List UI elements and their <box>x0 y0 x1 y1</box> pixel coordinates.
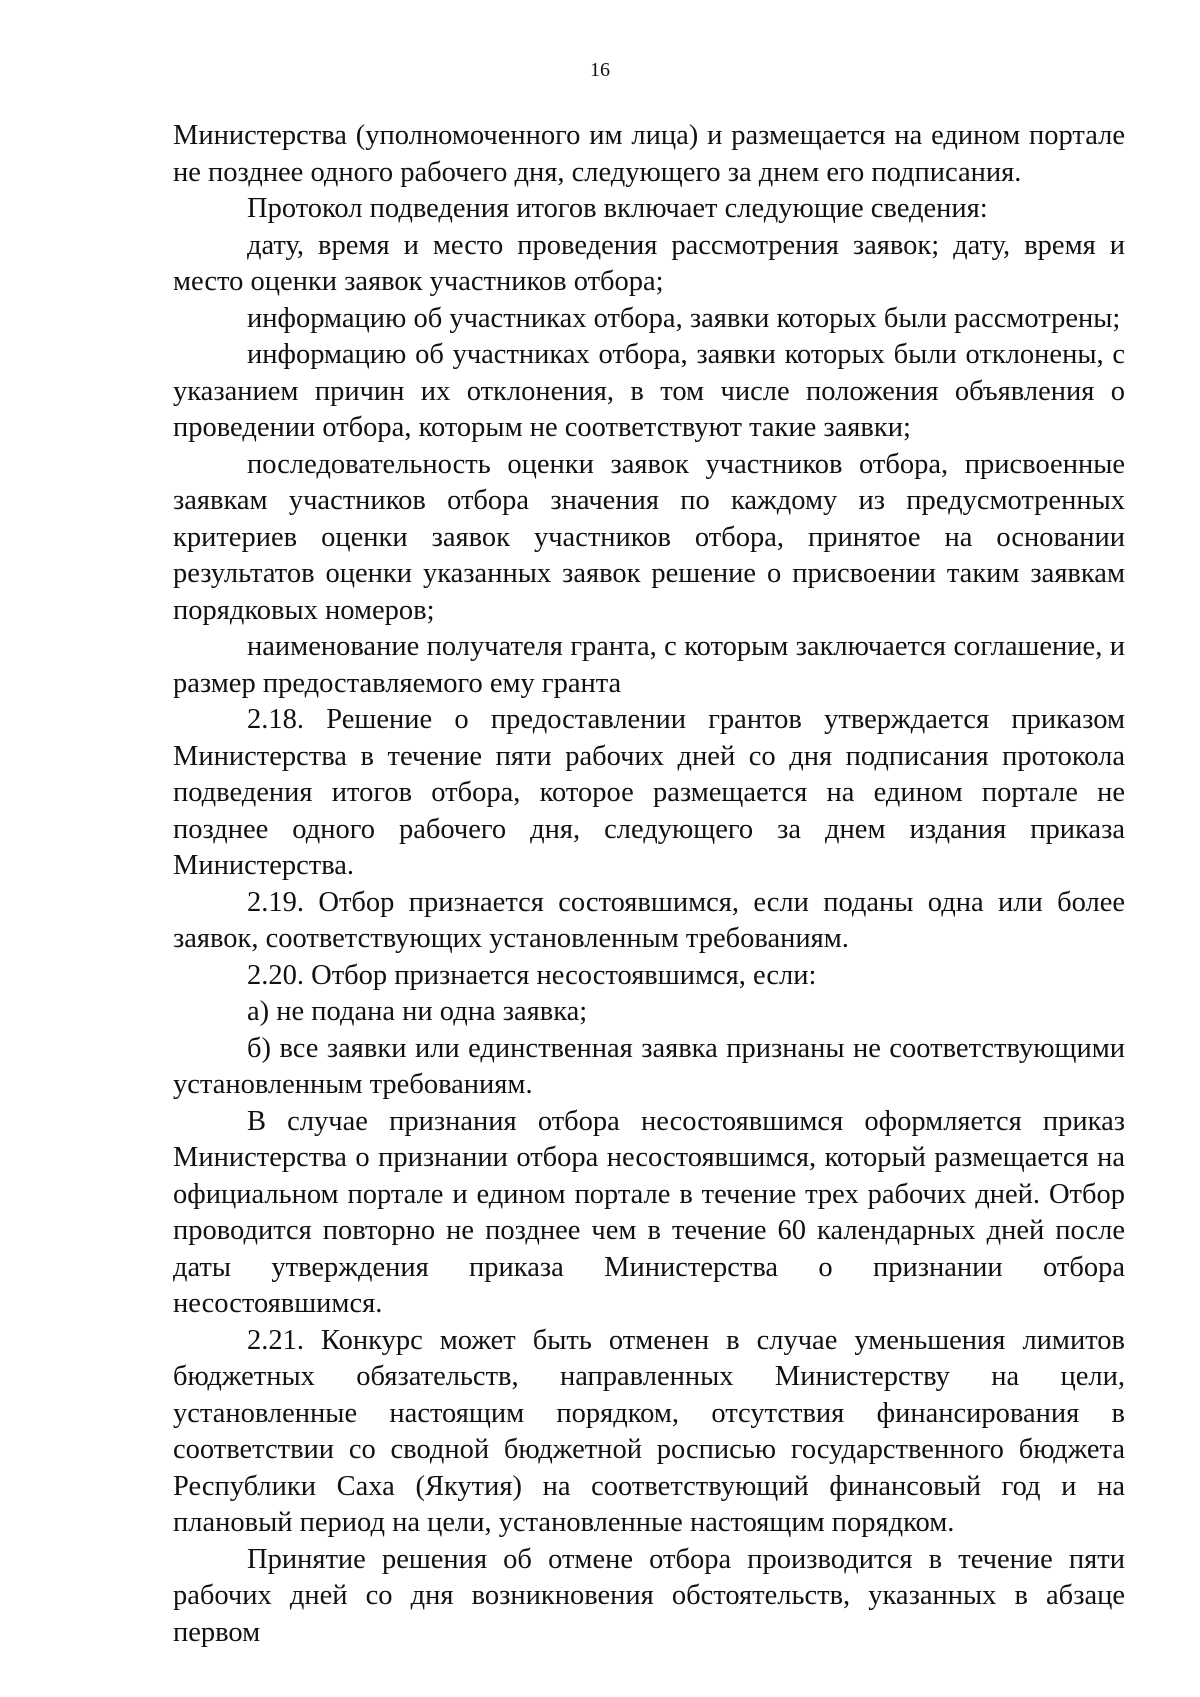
paragraph-2-20: 2.20. Отбор признается несостоявшимся, если: <box>247 959 817 991</box>
document-body <box>173 118 1125 1651</box>
paragraph-protocol-item-rejected: информацию об участниках отбора, заявки которых были отклонены, с указанием причин их отклонения, в том числе положения объявления о проведении отбора, которым не соответствуют такие заявки; <box>173 339 1125 443</box>
page-number: 16 <box>590 59 610 81</box>
paragraph-protocol-item-date: дату, время и место проведения рассмотрения заявок; дату, время и место оценки заявок участников отбора; <box>173 229 1125 297</box>
paragraph-protocol-intro: Протокол подведения итогов включает следующие сведения: <box>247 193 988 224</box>
paragraph-2-20-b: б) все заявки или единственная заявка признаны не соответствующими установленным требованиям. <box>173 1032 1125 1100</box>
paragraph-protocol-item-recipient: наименование получателя гранта, с которым заключается соглашение, и размер предоставляемого ему гранта <box>173 631 1125 699</box>
paragraph-failed-selection: В случае признания отбора несостоявшимся оформляется приказ Министерства о признании отбора несостоявшимся, который размещается на официальном портале и едином портале в течение трех рабочих дней. Отбор проводится повторно не позднее чем в течение 60 календарных дней после даты утверждения приказа Министерства о признании отбора несостоявшимся. <box>173 1105 1125 1319</box>
paragraph-cancellation-decision: Принятие решения об отмене отбора производится в течение пяти рабочих дней со дня возникновения обстоятельств, указанных в абзаце первом <box>173 1543 1125 1648</box>
paragraph-protocol-item-evaluation: последовательность оценки заявок участников отбора, присвоенные заявкам участников отбора значения по каждому из предусмотренных критериев оценки заявок участников отбора, принятое на основании результатов оценки указанных заявок решение о присвоении таким заявкам порядковых номеров; <box>173 448 1125 626</box>
paragraph-continuation: Министерства (уполномоченного им лица) и размещается на едином портале не позднее одного рабочего дня, следующего за днем его подписания. <box>173 120 1125 188</box>
paragraph-protocol-item-reviewed: информацию об участниках отбора, заявки которых были рассмотрены; <box>247 302 1121 334</box>
paragraph-2-21: 2.21. Конкурс может быть отменен в случае уменьшения лимитов бюджетных обязательств, направленных Министерству на цели, установленные настоящим порядком, отсутствия финансирования в соответствии со сводной бюджетной росписью государственного бюджета Республики Саха (Якутия) на соответствующий финансовый год и на плановый период на цели, установленные настоящим порядком. <box>173 1324 1125 1538</box>
paragraph-2-18: 2.18. Решение о предоставлении грантов утверждается приказом Министерства в течение пяти рабочих дней со дня подписания протокола подведения итогов отбора, которое размещается на едином портале не позднее одного рабочего дня, следующего за днем издания приказа Министерства. <box>173 704 1125 881</box>
paragraph-2-20-a: а) не подана ни одна заявка; <box>247 996 588 1027</box>
paragraph-2-19: 2.19. Отбор признается состоявшимся, если поданы одна или более заявок, соответствующих установленным требованиям. <box>173 886 1125 954</box>
